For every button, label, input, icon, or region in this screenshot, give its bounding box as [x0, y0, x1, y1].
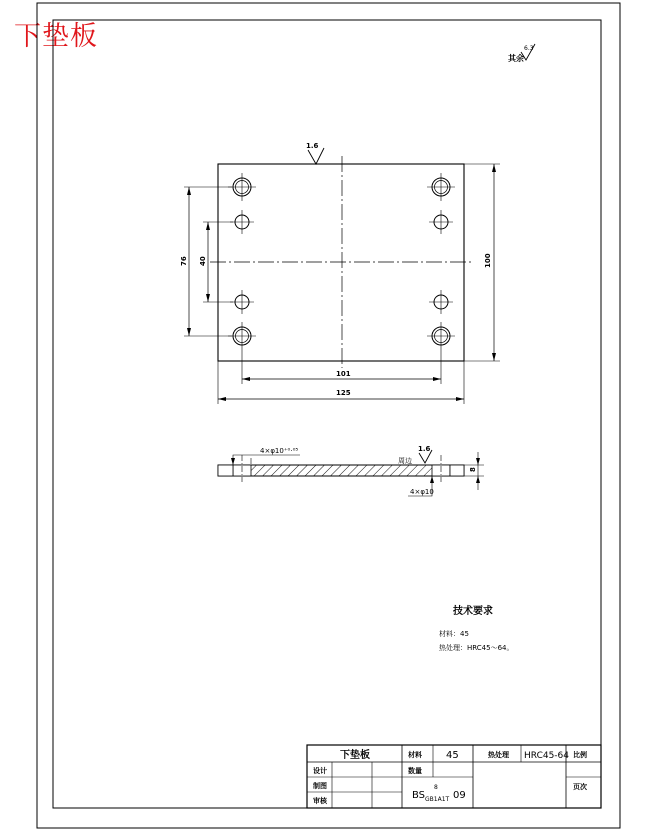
tech-title: 技术要求	[453, 606, 493, 617]
plan-roughness-symbol	[308, 148, 324, 164]
roughness-value: 6.3	[524, 45, 534, 52]
tb-design-label: 设计	[313, 767, 327, 775]
tb-review-label: 审核	[313, 797, 327, 805]
tb-sheet-label: 页次	[573, 783, 587, 791]
tb-std-tail: 09	[453, 790, 466, 801]
dimension-height-total	[464, 164, 500, 361]
section-view	[218, 445, 484, 496]
dim-76-text: 76	[180, 256, 188, 266]
hole-top-right-outer	[427, 173, 455, 201]
outer-frame	[37, 3, 620, 828]
hole-bottom-left-inner	[230, 290, 254, 314]
tech-heat: 热处理：HRC45～64。	[439, 644, 514, 652]
tb-material-label: 材料	[408, 751, 422, 759]
hole-callout-bottom: 4×φ10	[410, 488, 434, 496]
tb-check-label: 制图	[313, 782, 327, 790]
plan-view	[180, 142, 500, 404]
hole-top-right-inner	[429, 210, 453, 234]
section-roughness-value: 1.6	[418, 445, 431, 453]
drawing-caption: 下垫板	[14, 21, 98, 52]
dimension-thickness	[464, 452, 484, 490]
dimension-hole-span-x	[242, 350, 441, 384]
tb-std-sup: 8	[434, 784, 438, 791]
dim-101-text: 101	[336, 370, 351, 378]
roughness-prefix: 其余	[508, 54, 524, 63]
dim-100-text: 100	[484, 253, 492, 268]
tb-material-value: 45	[446, 750, 459, 761]
perimeter-note: 周边	[398, 457, 412, 465]
dim-thickness-text: 8	[469, 467, 477, 472]
hole-callout-top: 4×φ10⁺⁰·⁰⁵	[260, 447, 299, 455]
technical-requirements	[439, 604, 513, 652]
hole-top-left-outer	[228, 173, 256, 201]
hole-bottom-right-inner	[429, 290, 453, 314]
inner-frame	[53, 20, 601, 808]
tb-std-code: BS	[412, 790, 426, 801]
general-roughness-note	[508, 44, 535, 63]
tb-standard-code	[412, 784, 466, 803]
tb-std-sub: GB1A1T	[425, 796, 450, 803]
dim-40-text: 40	[199, 256, 207, 266]
plan-roughness-value: 1.6	[306, 142, 319, 150]
section-body	[218, 465, 464, 476]
hole-bottom-left-outer	[228, 322, 256, 350]
tb-scale-label: 比例	[573, 751, 587, 759]
hole-bottom-right-outer	[427, 322, 455, 350]
dimension-width-total	[218, 361, 464, 404]
tb-heat-value: HRC45-64	[524, 751, 570, 761]
title-block	[307, 745, 601, 808]
dim-125-text: 125	[336, 389, 351, 397]
plate-outline	[218, 164, 464, 361]
callout-leader-top	[233, 455, 300, 465]
tb-part-name: 下垫板	[340, 750, 370, 761]
tech-material: 材料：45	[439, 630, 469, 638]
tb-heat-label: 热处理	[488, 751, 509, 759]
tb-quantity-label: 数量	[408, 767, 422, 775]
hole-top-left-inner	[230, 210, 254, 234]
